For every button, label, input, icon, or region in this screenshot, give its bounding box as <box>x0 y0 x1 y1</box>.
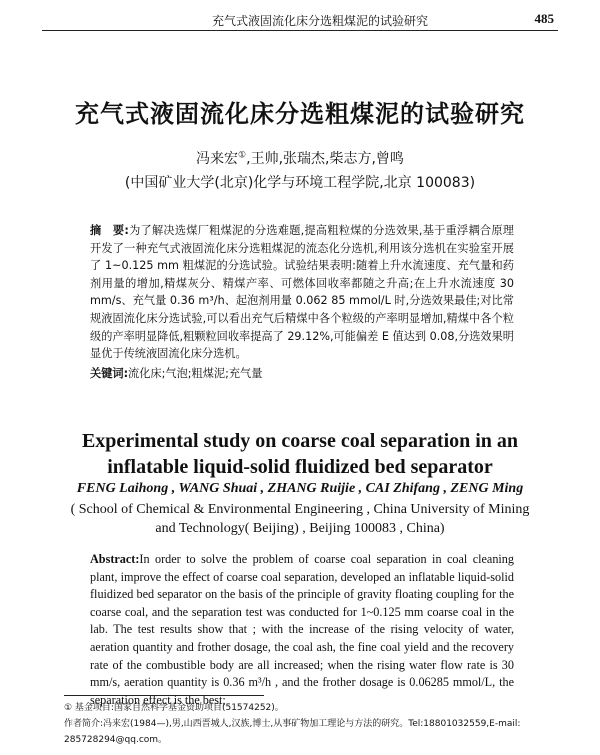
affiliation-cn: (中国矿业大学(北京)化学与环境工程学院,北京 100083) <box>124 175 476 191</box>
abstract-cn-label: 摘 要: <box>90 224 129 237</box>
page-number: 485 <box>534 11 554 26</box>
running-title: 充气式液固流化床分选粗煤泥的试验研究 <box>212 14 429 28</box>
keywords-cn-label: 关键词: <box>90 367 129 380</box>
abstract-en-text: In order to solve the problem of coarse coal separation in coal cleaning plant, improve the effect of coarse coal separation, developed an inflatable liquid-solid fluidized bed separator on the basis of the principle of gravity floating coupling for the coarse coal, and the separation test was conducted for 1~0.125 mm coarse coal in the lab. The test results show that ; with the increase of the rising velocity of water, aeration quantity and frother dosage, the coal ash, the fine coal yield and the recovery rate of the combustible body are all increased; when the rising water flow rate is 30 mm/s, aeration quantity is 0.36 m³/h , and the frother dosage is 0.06285 mmol/L, the separation effect is the best; <box>90 552 514 707</box>
authors-cn <box>0 148 600 168</box>
author-first: 冯来宏 <box>196 151 239 167</box>
footnote-rule <box>64 695 264 696</box>
keywords-cn-text: 流化床;气泡;粗煤泥;充气量 <box>128 367 263 380</box>
running-header <box>42 10 558 31</box>
footnote-marker: ① <box>238 150 247 161</box>
keywords-cn <box>90 365 514 381</box>
authors-rest: ,王帅,张瑞杰,柴志方,曾鸣 <box>246 151 404 167</box>
authors-en: FENG Laihong , WANG Shuai , ZHANG Ruijie , CAI Zhifang , ZENG Ming <box>76 481 524 496</box>
abstract-cn <box>90 222 514 363</box>
abstract-cn-text: 为了解决选煤厂粗煤泥的分选难题,提高粗粒煤的分选效果,基于重浮耦合原理开发了一种充气式液固流化床分选粗煤泥的流态化分选机,利用该分选机在实验室开展了 1~0.125 mm 粗煤泥的分选试验。试验结果表明:随着上升水流速度、充气量和药剂用量的增加,精煤灰分、精煤产率、可燃体回收率都随之升高;在上升水流速度 30 mm/s、充气量 0.36 m³/h、起泡剂用量 0.062 85 mmol/L 时,分选效果最佳;对比常规液固流化床分选试验,可以看出充气后精煤中各个粒级的产率明显增加,精煤中各个粒级的产率明显降低,粗颗粒回收率提高了 29.12%,可能偏差 E 值达到 0.08,分选效果明显优于传统液固流化床分选机。 <box>90 224 514 361</box>
footnote-funding: ① 基金项目:国家自然科学基金资助项目(51574252)。 <box>64 703 284 713</box>
paper-title-en: Experimental study on coarse coal separation in an inflatable liquid-solid fluidized bed separator <box>81 430 519 478</box>
affiliation-en: ( School of Chemical & Environmental Engineering , China University of Mining and Technology( Beijing) , Beijing 100083 , China) <box>70 502 530 536</box>
abstract-en <box>90 551 514 709</box>
paper-title-cn: 充气式液固流化床分选粗煤泥的试验研究 <box>75 99 525 128</box>
footnotes <box>64 700 548 748</box>
footnote-email: 285728294@qq.com。 <box>64 735 168 745</box>
footnote-author-bio: 作者简介:冯来宏(1984—),男,山西晋城人,汉族,博士,从事矿物加工理论与方法的研究。Tel:18801032559,E-mail: <box>64 719 521 729</box>
abstract-en-label: Abstract: <box>90 552 140 566</box>
